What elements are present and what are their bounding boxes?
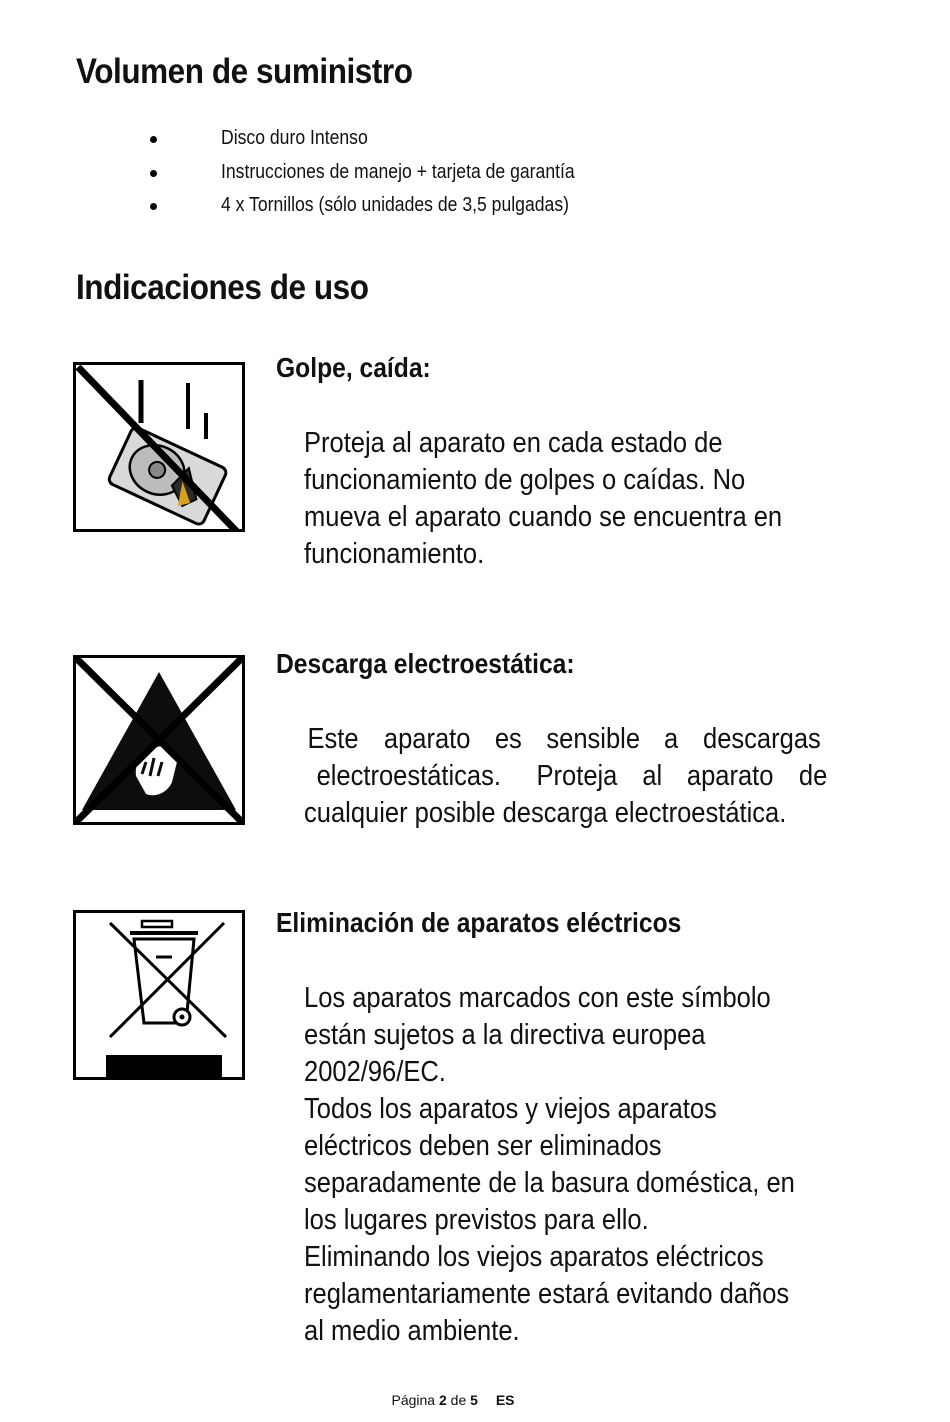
- paragraph-line: electroestáticas. Proteja al aparato de: [316, 760, 828, 792]
- paragraph-line: eléctricos deben ser eliminados: [304, 1130, 662, 1162]
- list-item-text: Instrucciones de manejo + tarjeta de garantía: [221, 160, 575, 183]
- paragraph-esd: [304, 721, 829, 832]
- bullet-icon: [150, 136, 157, 143]
- paragraph-line: Todos los aparatos y viejos aparatos: [304, 1093, 717, 1125]
- paragraph-line: al medio ambiente.: [304, 1315, 520, 1347]
- paragraph-line: están sujetos a la directiva europea: [304, 1019, 706, 1051]
- paragraph-line: reglamentariamente estará evitando daños: [304, 1278, 790, 1310]
- paragraph-line: los lugares previstos para ello.: [304, 1204, 649, 1236]
- paragraph-line: Este aparato es sensible a descargas: [307, 723, 821, 755]
- paragraph-line: mueva el aparato cuando se encuentra en: [304, 501, 783, 533]
- paragraph-line: funcionamiento de golpes o caídas. No: [304, 464, 746, 496]
- bullet-icon: [150, 203, 157, 210]
- paragraph-line: Proteja al aparato en cada estado de: [304, 427, 723, 459]
- bullet-icon: [150, 170, 157, 177]
- footer-of-label: de: [450, 1392, 467, 1408]
- paragraph-line: Los aparatos marcados con este símbolo: [304, 982, 771, 1014]
- section-heading-esd: Descarga electroestática:: [276, 648, 575, 679]
- section-heading-weee: Eliminación de aparatos eléctricos: [276, 907, 682, 938]
- section-title-usage: Indicaciones de uso: [76, 268, 369, 307]
- page-footer: [0, 1392, 906, 1408]
- paragraph-line: Eliminando los viejos aparatos eléctricos: [304, 1241, 764, 1273]
- paragraph-line: 2002/96/EC.: [304, 1056, 446, 1088]
- crossed-out-wheelie-bin-icon: [73, 910, 245, 1080]
- paragraph-shock: [304, 425, 829, 573]
- footer-page-current: 2: [438, 1392, 447, 1408]
- footer-page-total: 5: [470, 1392, 478, 1408]
- paragraph-line: funcionamiento.: [304, 538, 485, 570]
- footer-language: ES: [495, 1392, 515, 1408]
- paragraph-line: separadamente de la basura doméstica, en: [304, 1167, 795, 1199]
- list-item-text: 4 x Tornillos (sólo unidades de 3,5 pulgadas): [221, 194, 569, 216]
- no-drop-hard-disk-icon: [73, 362, 245, 532]
- section-title-supply: Volumen de suministro: [76, 52, 413, 91]
- list-item-text: Disco duro Intenso: [221, 127, 368, 149]
- paragraph-line: cualquier posible descarga electroestática.: [304, 797, 787, 829]
- no-electrostatic-discharge-icon: [73, 655, 245, 825]
- footer-page-label: Página: [391, 1392, 436, 1408]
- section-heading-shock: Golpe, caída:: [276, 352, 431, 383]
- paragraph-weee: [304, 980, 829, 1350]
